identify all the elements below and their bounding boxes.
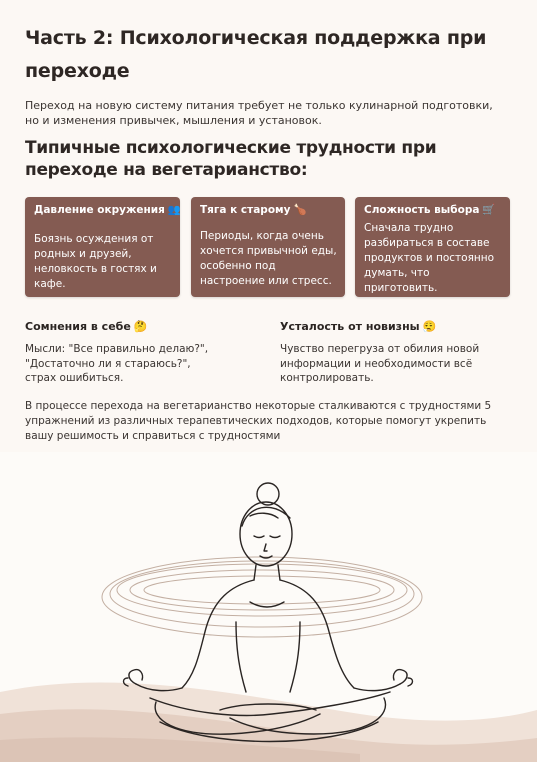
thinking-face-icon: 🤔 [133,320,148,333]
card-choice-difficulty [355,197,510,297]
card-text: Сначала трудно разбираться в составе продуктов и постоянно думать, что приготовить. [364,222,495,294]
outro-paragraph: В процессе перехода на вегетарианство некоторые сталкиваются с трудностями 5 упражнений из различных терапевтических подходов, которые помогут укрепить вашу решимость и справиться с трудностями [25,400,492,442]
subsection-text-self-doubt: Мысли: "Все правильно делаю?", "Достаточно ли я стараюсь?", страх ошибиться. [25,343,209,384]
card-text: Боязнь осуждения от родных и друзей, неловкость в гостях и кафе. [34,233,157,290]
card-peer-pressure [25,197,180,297]
drumstick-icon: 🍗 [293,204,307,216]
people-icon: 👥 [167,204,181,216]
meditation-illustration [0,452,537,762]
intro-paragraph: Переход на новую систему питания требует не только кулинарной подготовки, но и изменения привычек, мышления и установок. [25,99,493,127]
cart-icon: 🛒 [482,204,496,216]
subsection-title-novelty-fatigue: Усталость от новизны 😮‍💨 [280,320,437,333]
exhale-face-icon: 😮‍💨 [422,320,437,333]
card-cravings [191,197,345,297]
section-title: Типичные психологические трудности при переходе на вегетарианство: [25,138,437,180]
card-title: Тяга к старому 🍗 [200,204,307,216]
page-title: Часть 2: Психологическая поддержка при переходе [25,27,487,82]
card-title: Сложность выбора 🛒 [364,204,496,216]
card-title: Давление окружения 👥 [34,204,181,216]
meditation-figure-image [0,452,537,762]
subsection-text-novelty-fatigue: Чувство перегруза от обилия новой информации и необходимости всё контролировать. [280,343,480,384]
card-text: Периоды, когда очень хочется привычной еды, особенно под настроение или стресс. [200,230,337,287]
subsection-title-self-doubt: Сомнения в себе 🤔 [25,320,148,333]
